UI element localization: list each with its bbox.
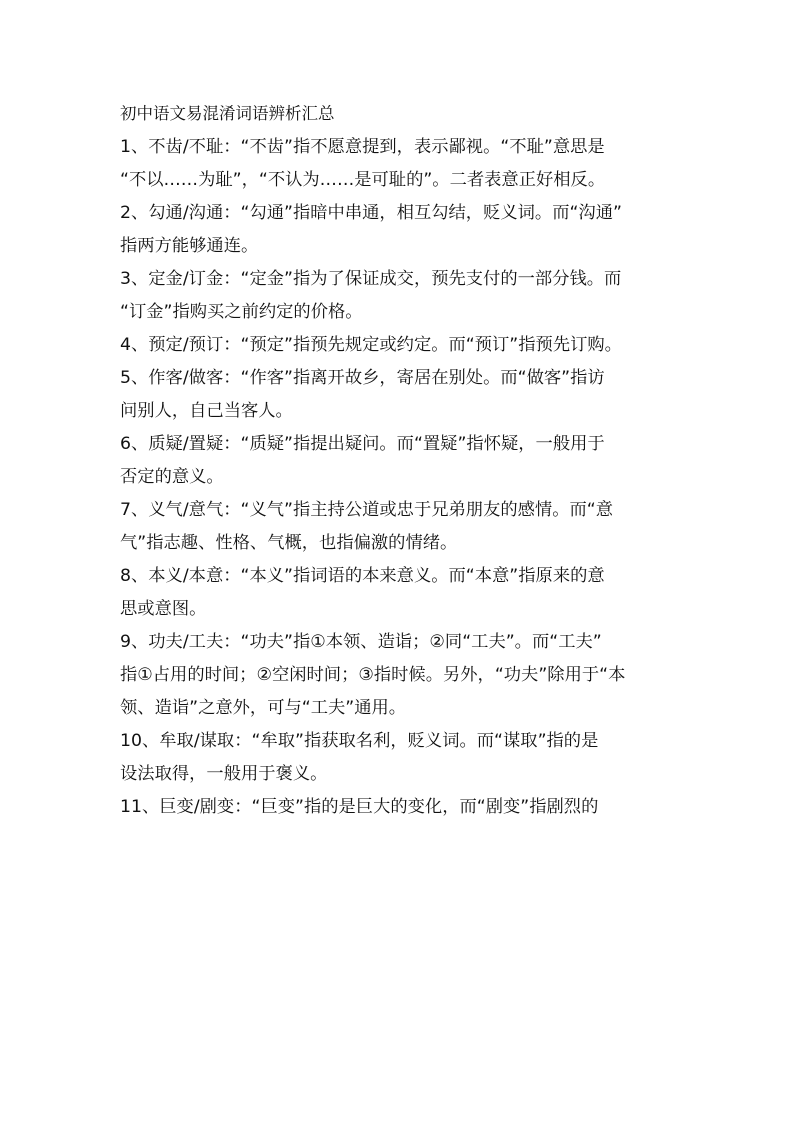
entry-text-line: 思或意图。 — [120, 599, 207, 619]
definition-entry — [120, 203, 686, 256]
entry-text-line: 9、功夫/工夫：“功夫”指①本领、造诣；②同“工夫”。而“工夫” — [120, 632, 602, 652]
entry-list — [120, 137, 686, 817]
entry-text-line: 3、定金/订金：“定金”指为了保证成交，预先支付的一部分钱。而 — [120, 269, 622, 289]
entry-text-line: 领、造诣”之意外，可与“工夫”通用。 — [120, 698, 407, 718]
definition-entry — [120, 269, 686, 322]
definition-entry — [120, 368, 686, 421]
definition-entry — [120, 731, 686, 784]
definition-entry — [120, 434, 686, 487]
entry-text-line: 2、勾通/沟通：“勾通”指暗中串通，相互勾结，贬义词。而“沟通” — [120, 203, 622, 223]
entry-text-line: “不以……为耻”，“不认为……是可耻的”。二者表意正好相反。 — [120, 170, 606, 190]
entry-text-line: 1、不齿/不耻：“不齿”指不愿意提到，表示鄙视。“不耻”意思是 — [120, 137, 605, 157]
entry-text-line: 气”指志趣、性格、气概，也指偏激的情绪。 — [120, 533, 458, 553]
entry-text-line: 11、巨变/剧变：“巨变”指的是巨大的变化，而“剧变”指剧烈的 — [120, 797, 599, 817]
entry-text-line: 否定的意义。 — [120, 467, 224, 487]
entry-text-line: “订金”指购买之前约定的价格。 — [120, 302, 363, 322]
definition-entry — [120, 566, 686, 619]
definition-entry — [120, 137, 686, 190]
entry-text-line: 设法取得，一般用于褒义。 — [120, 764, 328, 784]
entry-text-line: 指两方能够通连。 — [120, 236, 259, 256]
definition-entry — [120, 335, 686, 355]
document-title: 初中语文易混淆词语辨析汇总 — [120, 104, 335, 123]
entry-text-line: 10、牟取/谋取：“牟取”指获取名利，贬义词。而“谋取”指的是 — [120, 731, 599, 751]
entry-text-line: 4、预定/预订：“预定”指预先规定或约定。而“预订”指预先订购。 — [120, 335, 622, 355]
definition-entry — [120, 500, 686, 553]
entry-text-line: 8、本义/本意：“本义”指词语的本来意义。而“本意”指原来的意 — [120, 566, 605, 586]
entry-text-line: 7、义气/意气：“义气”指主持公道或忠于兄弟朋友的感情。而“意 — [120, 500, 613, 520]
entry-text-line: 指①占用的时间；②空闲时间；③指时候。另外，“功夫”除用于“本 — [120, 665, 626, 685]
definition-entry — [120, 797, 686, 817]
entry-text-line: 6、质疑/置疑：“质疑”指提出疑问。而“置疑”指怀疑，一般用于 — [120, 434, 605, 454]
definition-entry — [120, 632, 686, 718]
document-page — [120, 104, 686, 830]
entry-text-line: 问别人，自己当客人。 — [120, 401, 293, 421]
entry-text-line: 5、作客/做客：“作客”指离开故乡，寄居在别处。而“做客”指访 — [120, 368, 605, 388]
